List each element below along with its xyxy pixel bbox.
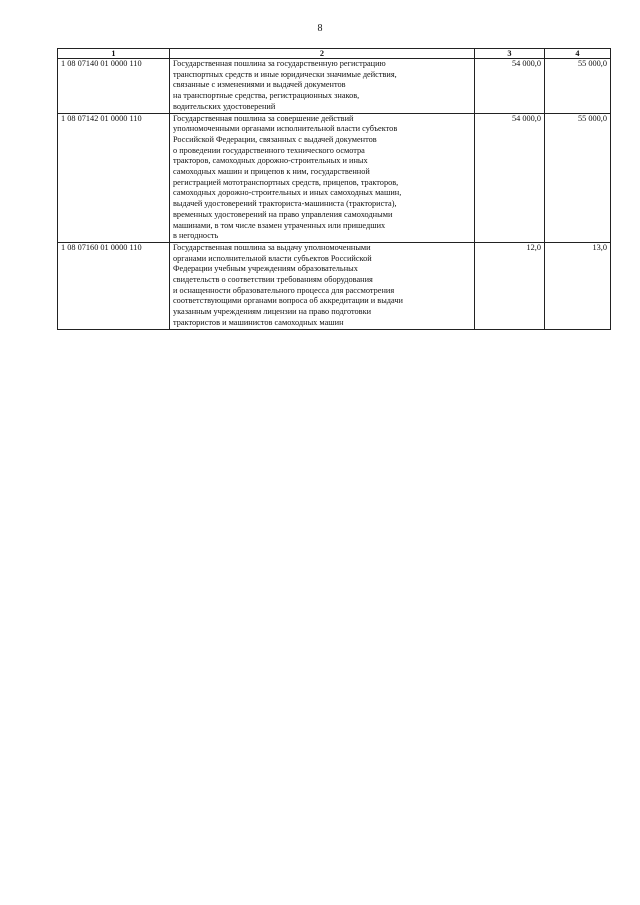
description-cell: Государственная пошлина за совершение действий уполномоченными органами исполнительной власти субъектов Российской Федерации, связанных с выдачей документов о проведении государственного технического осмотра тракторов, самоходных дорожно-строительных и иных самоходных машин и прицепов к ним, государственной регистрацией мототранспортных средств, прицепов, тракторов, самоходных дорожно-строительных и иных самоходных машин, выдачей удостоверений тракториста-машиниста (тракториста), временных удостоверений на право управления самоходными машинами, в том числе взамен утраченных или пришедших в негодность xyxy=(170,113,475,242)
column-header-2: 2 xyxy=(170,49,475,59)
table-row xyxy=(58,113,611,242)
value-column-3-cell: 54 000,0 xyxy=(475,59,545,114)
value-column-4-cell: 55 000,0 xyxy=(545,59,611,114)
column-header-3: 3 xyxy=(475,49,545,59)
value-column-4-cell: 13,0 xyxy=(545,242,611,329)
table-row xyxy=(58,242,611,329)
table-header-row xyxy=(58,49,611,59)
table-row xyxy=(58,59,611,114)
description-cell: Государственная пошлина за государственную регистрацию транспортных средств и иные юридически значимые действия, связанные с изменениями и выдачей документов на транспортные средства, регистрационных знаков, водительских удостоверений xyxy=(170,59,475,114)
page-number: 8 xyxy=(317,23,323,34)
budget-code-cell: 1 08 07140 01 0000 110 xyxy=(58,59,170,114)
value-column-4-cell: 55 000,0 xyxy=(545,113,611,242)
description-cell: Государственная пошлина за выдачу уполномоченными органами исполнительной власти субъектов Российской Федерации учебным учреждениям образовательных свидетельств о соответствии требованиям оборудования и оснащенности образовательного процесса для рассмотрения соответствующими органами вопроса об аккредитации и выдачи указанным учреждениям лицензии на право подготовки трактористов и машинистов самоходных машин xyxy=(170,242,475,329)
value-column-3-cell: 12,0 xyxy=(475,242,545,329)
revenue-table xyxy=(57,48,611,330)
budget-code-cell: 1 08 07142 01 0000 110 xyxy=(58,113,170,242)
budget-code-cell: 1 08 07160 01 0000 110 xyxy=(58,242,170,329)
column-header-4: 4 xyxy=(545,49,611,59)
value-column-3-cell: 54 000,0 xyxy=(475,113,545,242)
column-header-1: 1 xyxy=(58,49,170,59)
